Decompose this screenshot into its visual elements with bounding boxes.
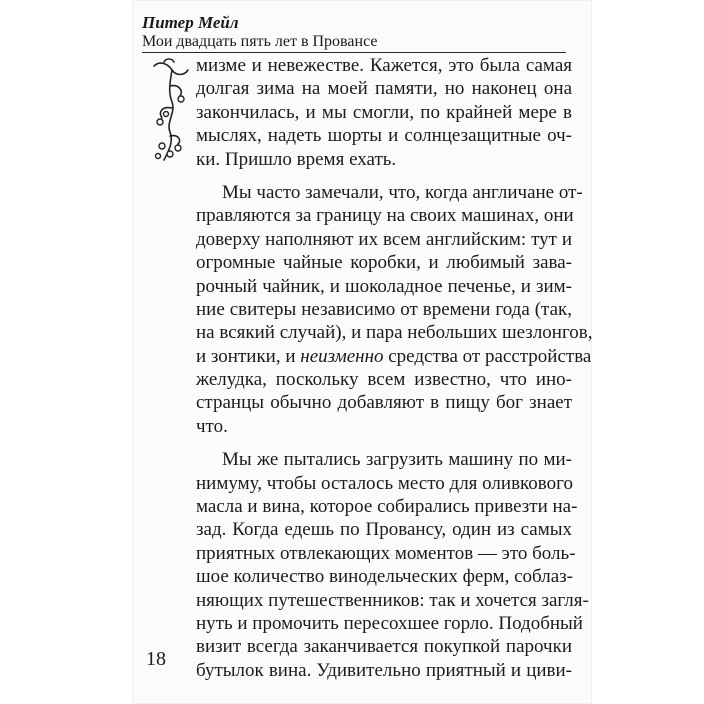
text-line: ки. Пришло время ехать. bbox=[196, 148, 397, 170]
text-line: масла и вина, которое собирались привезти на- bbox=[196, 496, 578, 518]
text-line: мыслях, надеть шорты и солнцезащитные оч- bbox=[196, 125, 572, 147]
paragraph-2 bbox=[196, 181, 593, 438]
header-book-title: Мои двадцать пять лет в Провансе bbox=[142, 33, 378, 50]
text-line: доверху наполняют их всем английским: тут и bbox=[196, 228, 572, 250]
text-line: ние свитеры независимо от времени года (так, bbox=[196, 298, 572, 320]
paragraph-3 bbox=[196, 448, 589, 682]
header-author: Питер Мейл bbox=[142, 13, 239, 32]
text-line: бутылок вина. Удивительно приятный и циви- bbox=[196, 659, 572, 681]
text-line: Мы часто замечали, что, когда англичане от- bbox=[222, 181, 583, 203]
text-line-with-emphasis bbox=[196, 345, 592, 368]
text-line: огромные чайные коробки, и любимый зава- bbox=[196, 252, 572, 274]
emphasis-word: неизменно bbox=[300, 345, 384, 367]
text-line: визит всегда заканчивается покупкой парочки bbox=[196, 636, 572, 658]
text-segment: средства от расстройства bbox=[383, 345, 592, 367]
paragraph-1 bbox=[196, 54, 572, 171]
text-line: долгая зима на моей памяти, но наконец она bbox=[196, 78, 572, 100]
running-header bbox=[142, 14, 377, 52]
text-line: зад. Когда едешь по Провансу, один из самых bbox=[196, 519, 572, 541]
text-segment: и зонтики, и bbox=[196, 345, 301, 367]
text-line: шое количество винодельческих ферм, соблаз- bbox=[196, 566, 573, 588]
text-line: нимуму, чтобы осталось место для оливкового bbox=[196, 472, 573, 494]
text-line: желудка, поскольку всем известно, что ино- bbox=[196, 369, 572, 391]
text-line: Мы же пытались загрузить машину по ми- bbox=[222, 449, 572, 471]
text-line: няющих путешественников: так и хочется загля- bbox=[196, 589, 589, 611]
text-line: правляются за границу на своих машинах, они bbox=[196, 205, 574, 227]
text-line: что. bbox=[196, 415, 228, 437]
text-line: на всякий случай), и пара небольших шезлонгов, bbox=[196, 322, 593, 344]
text-line: нуть и промочить пересохшее горло. Подобный bbox=[196, 612, 583, 634]
floral-ornament-icon bbox=[150, 56, 192, 164]
text-line: мизме и невежестве. Кажется, это была самая bbox=[196, 55, 572, 76]
page-number: 18 bbox=[146, 648, 166, 670]
header-rule bbox=[142, 52, 566, 53]
text-line: рочный чайник, и шоколадное печенье, и зим- bbox=[196, 275, 572, 297]
body-text bbox=[196, 54, 593, 692]
text-line: странцы обычно добавляют в пищу бог знает bbox=[196, 392, 572, 414]
text-line: приятных отвлекающих моментов — это боль- bbox=[196, 542, 576, 564]
text-line: закончилась, и мы смогли, по крайней мере в bbox=[196, 101, 572, 123]
